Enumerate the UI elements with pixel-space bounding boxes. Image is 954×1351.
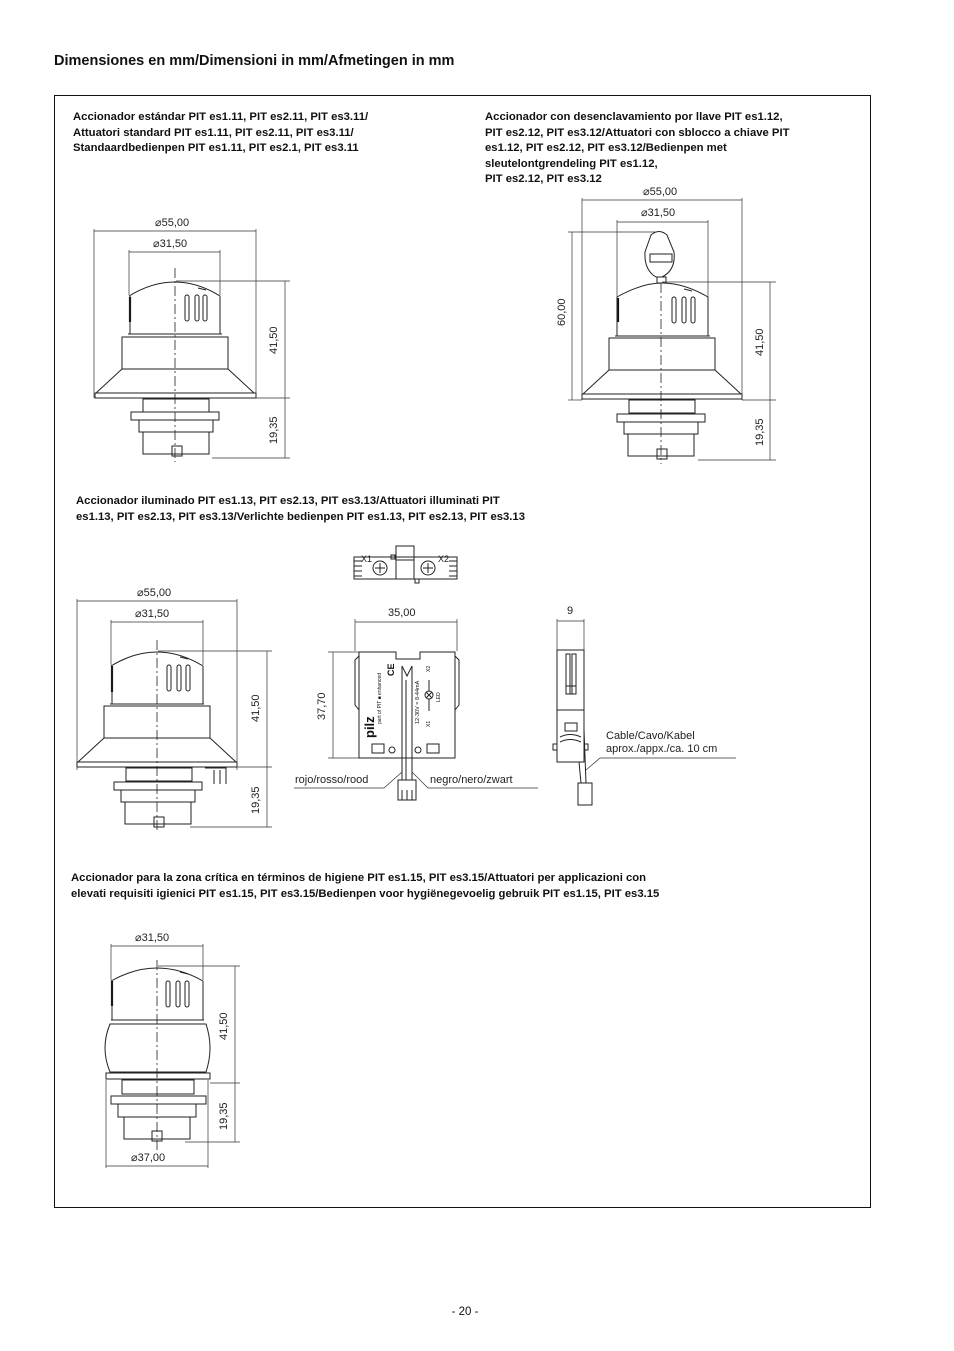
wire-black-label: negro/nero/zwart [430, 774, 513, 786]
title-line: Accionador con desenclavamiento por llave PIT es1.12, [485, 111, 783, 123]
dim-outer-diameter: ⌀55,00 [643, 186, 678, 198]
module-part-text: part of PIT ■ enhanced [377, 672, 383, 724]
dim-inner-diameter: ⌀31,50 [135, 932, 170, 944]
page-number-text: - 20 - [451, 1306, 479, 1318]
dim-height-bottom: 19,35 [218, 1102, 230, 1130]
dim-inner-diameter: ⌀31,50 [153, 238, 188, 250]
dim-inner-diameter: ⌀31,50 [135, 608, 170, 620]
page-heading: Dimensiones en mm/Dimensioni in mm/Afmetingen in mm [54, 53, 455, 69]
terminal-x2-label: X2 [438, 554, 450, 564]
title-line: sleutelontgrendeling PIT es1.12, [485, 157, 658, 170]
dim-base-diameter: ⌀37,00 [131, 1152, 166, 1164]
title-line: PIT es2.12, PIT es3.12/Attuatori con sblocco a chiave PIT [485, 126, 790, 139]
dim-height-top: 41,50 [268, 326, 280, 354]
dim-inner-diameter: ⌀31,50 [641, 207, 676, 219]
title-line: Standaardbedienpen PIT es1.11, PIT es2.1, PIT es3.11 [73, 142, 359, 154]
module-x2-print: X2 [426, 665, 432, 672]
dim-height-bottom: 19,35 [754, 418, 766, 446]
module-led-print: LED [436, 692, 442, 702]
title-line: es1.12, PIT es2.12, PIT es3.12/Bedienpen met [485, 142, 727, 154]
dim-height-bottom: 19,35 [268, 416, 280, 444]
module-x1-print: X1 [426, 720, 432, 727]
dim-module-width: 35,00 [388, 607, 416, 619]
dim-outer-diameter: ⌀55,00 [137, 587, 172, 599]
title-line: elevati requisiti igienici PIT es1.15, PIT es3.15/Bedienpen voor hygiënegevoelig gebruik PIT es1.15, PIT es3.15 [71, 887, 660, 900]
cable-label-line1: Cable/Cavo/Kabel [606, 730, 695, 742]
dim-height-top: 41,50 [218, 1012, 230, 1040]
dim-module-side-width: 9 [567, 605, 574, 617]
title-line: Attuatori standard PIT es1.11, PIT es2.11, PIT es3.11/ [73, 126, 354, 139]
terminal-x1-label: X1 [361, 554, 373, 564]
dim-module-height: 37,70 [316, 692, 328, 720]
cable-label-line2: aprox./appx./ca. 10 cm [606, 743, 718, 755]
dim-height-bottom: 19,35 [250, 786, 262, 814]
dim-outer-diameter: ⌀55,00 [155, 217, 190, 229]
title-line: Accionador iluminado PIT es1.13, PIT es2.13, PIT es3.13/Attuatori illuminati PIT [76, 495, 500, 507]
title-line: es1.13, PIT es2.13, PIT es3.13/Verlichte bedienpen PIT es1.13, PIT es2.13, PIT es3.13 [76, 510, 525, 523]
dim-height-top: 41,50 [754, 328, 766, 356]
page-number [0, 1306, 954, 1318]
title-line: Accionador estándar PIT es1.11, PIT es2.11, PIT es3.11/ [73, 111, 369, 123]
ce-mark: CE [386, 663, 396, 676]
dim-height-total: 60,00 [556, 298, 568, 326]
wire-red-label: rojo/rosso/rood [295, 774, 369, 786]
module-rating-text: 12-30V = 8-44mA [415, 680, 421, 724]
title-line: Accionador para la zona crítica en términos de higiene PIT es1.15, PIT es3.15/Attuatori per applicazioni con [71, 872, 647, 884]
dim-height-top: 41,50 [250, 694, 262, 722]
title-line: PIT es2.12, PIT es3.12 [485, 173, 602, 185]
pilz-logo: pilz [362, 716, 377, 738]
